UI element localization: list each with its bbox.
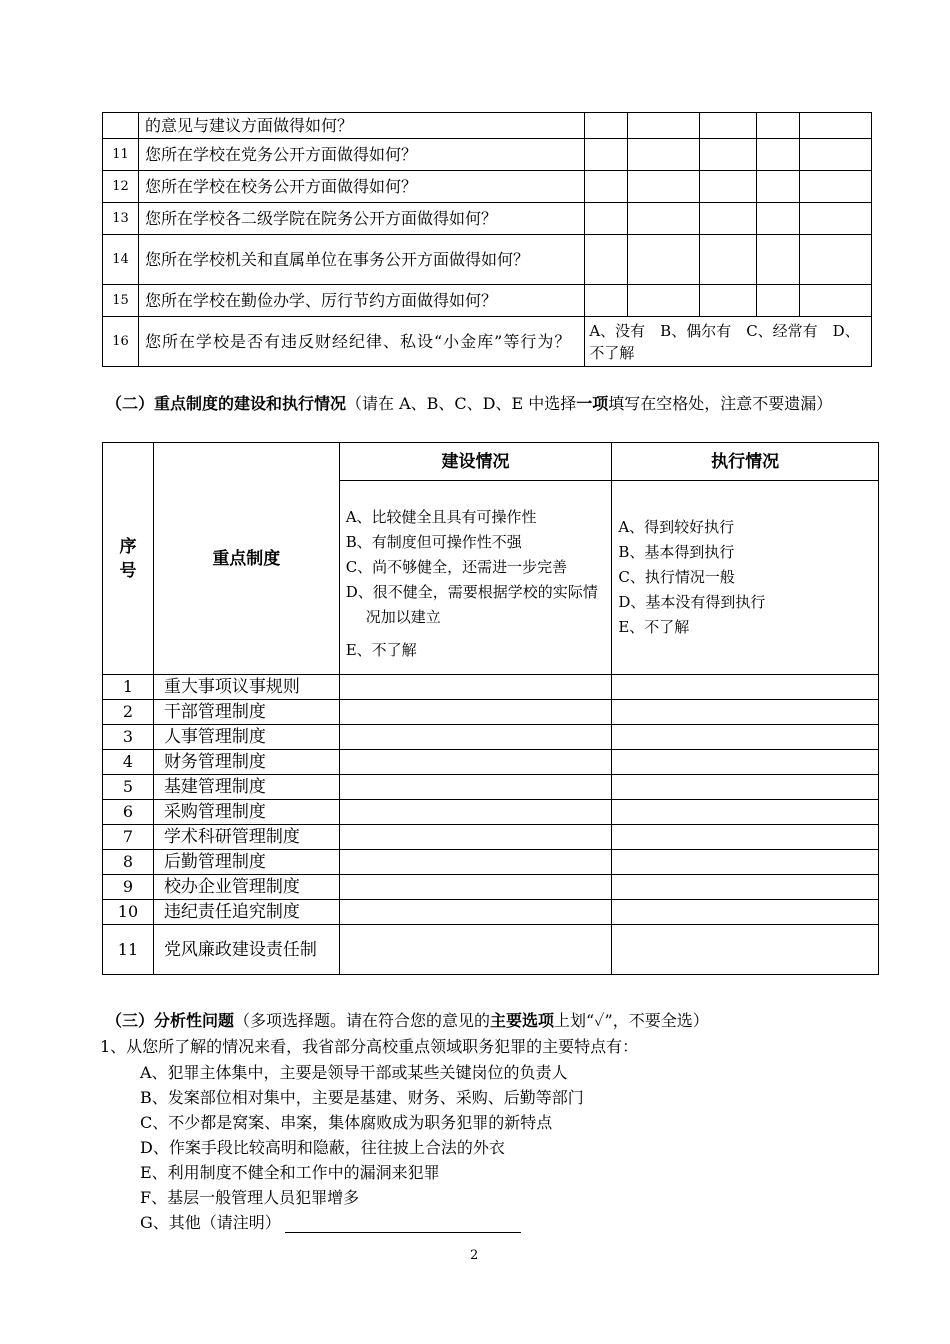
exec-answer-cell[interactable]	[612, 850, 879, 875]
table-row	[103, 285, 872, 317]
question-text: 您所在学校是否有违反财经纪律、私设“小金库”等行为？	[138, 317, 584, 367]
row-number	[103, 113, 139, 139]
q1-option[interactable]	[140, 1185, 359, 1208]
table-row	[103, 675, 879, 700]
system-name: 学术科研管理制度	[153, 825, 339, 850]
question-1: 1、从您所了解的情况来看，我省部分高校重点领域职务犯罪的主要特点有：	[100, 1037, 639, 1056]
row-number: 13	[103, 203, 139, 235]
system-name: 干部管理制度	[153, 700, 339, 725]
q1-option[interactable]	[140, 1085, 584, 1108]
question-text: 的意见与建议方面做得如何？	[138, 113, 584, 139]
answer-cell[interactable]	[585, 139, 628, 171]
build-answer-cell[interactable]	[339, 875, 612, 900]
table-row	[103, 171, 872, 203]
build-answer-cell[interactable]	[339, 925, 612, 975]
system-name: 党风廉政建设责任制	[153, 925, 339, 975]
build-answer-cell[interactable]	[339, 825, 612, 850]
row-number: 3	[103, 725, 154, 750]
answer-cell[interactable]	[585, 171, 628, 203]
answer-cell[interactable]	[757, 235, 800, 285]
exec-answer-cell[interactable]	[612, 725, 879, 750]
exec-option: C、执行情况一般	[618, 568, 735, 586]
exec-answer-cell[interactable]	[612, 925, 879, 975]
section-3-heading: （三）分析性问题	[106, 1011, 235, 1030]
answer-options[interactable]: A、没有 B、偶尔有 C、经常有 D、不了解	[585, 317, 872, 367]
build-answer-cell[interactable]	[339, 725, 612, 750]
table-row	[103, 139, 872, 171]
q1-option[interactable]	[140, 1060, 568, 1083]
exec-option: D、基本没有得到执行	[618, 593, 766, 611]
answer-cell[interactable]	[757, 113, 800, 139]
row-number: 15	[103, 285, 139, 317]
q1-option-label: E、利用制度不健全和工作中的漏洞来犯罪	[140, 1163, 440, 1182]
exec-answer-cell[interactable]	[612, 675, 879, 700]
exec-answer-cell[interactable]	[612, 750, 879, 775]
table-row	[103, 875, 879, 900]
survey-table-1	[102, 112, 872, 367]
table-row	[103, 235, 872, 285]
build-option: D、很不健全，需要根据学校的实际情况加以建立	[345, 583, 598, 626]
section-3-title: （三）分析性问题（多项选择题。请在符合您的意见的主要选项上划“✓”，不要全选）	[106, 1011, 709, 1030]
q1-option-label: B、发案部位相对集中，主要是基建、财务、采购、后勤等部门	[140, 1088, 584, 1107]
row-number: 2	[103, 700, 154, 725]
answer-cell[interactable]	[800, 203, 872, 235]
row-number: 9	[103, 875, 154, 900]
system-name: 重大事项议事规则	[153, 675, 339, 700]
exec-option: A、得到较好执行	[618, 518, 735, 536]
row-number: 1	[103, 675, 154, 700]
build-answer-cell[interactable]	[339, 775, 612, 800]
answer-cell[interactable]	[757, 203, 800, 235]
system-name: 财务管理制度	[153, 750, 339, 775]
col-header-build: 建设情况	[339, 443, 612, 481]
system-name: 人事管理制度	[153, 725, 339, 750]
answer-cell[interactable]	[757, 139, 800, 171]
table-row	[103, 113, 872, 139]
answer-cell[interactable]	[628, 113, 700, 139]
row-number: 10	[103, 900, 154, 925]
exec-answer-cell[interactable]	[612, 800, 879, 825]
table-row	[103, 800, 879, 825]
table-row	[103, 825, 879, 850]
q1-option[interactable]	[140, 1135, 505, 1158]
q1-option-label: F、基层一般管理人员犯罪增多	[140, 1188, 360, 1207]
answer-cell[interactable]	[757, 171, 800, 203]
system-name: 违纪责任追究制度	[153, 900, 339, 925]
row-number: 6	[103, 800, 154, 825]
build-answer-cell[interactable]	[339, 675, 612, 700]
q1-option-label: D、作案手段比较高明和隐蔽，往往披上合法的外衣	[140, 1138, 505, 1157]
row-number: 16	[103, 317, 139, 367]
row-number: 11	[103, 139, 139, 171]
row-number: 8	[103, 850, 154, 875]
build-answer-cell[interactable]	[339, 850, 612, 875]
table-row	[103, 750, 879, 775]
table-row	[103, 900, 879, 925]
other-fill-blank[interactable]	[285, 1214, 521, 1233]
section-2-heading: （二）重点制度的建设和执行情况	[106, 394, 347, 413]
answer-cell[interactable]	[800, 171, 872, 203]
answer-cell[interactable]	[628, 203, 700, 235]
answer-cell[interactable]	[585, 285, 628, 317]
answer-cell[interactable]	[700, 171, 757, 203]
answer-cell[interactable]	[628, 139, 700, 171]
answer-cell[interactable]	[800, 113, 872, 139]
system-name: 校办企业管理制度	[153, 875, 339, 900]
exec-option: B、基本得到执行	[618, 543, 735, 561]
answer-cell[interactable]	[585, 235, 628, 285]
answer-cell[interactable]	[700, 113, 757, 139]
table-row	[103, 203, 872, 235]
answer-cell[interactable]	[628, 171, 700, 203]
answer-cell[interactable]	[628, 235, 700, 285]
section-3	[100, 1008, 906, 1238]
question-text: 您所在学校在党务公开方面做得如何？	[138, 139, 584, 171]
build-answer-cell[interactable]	[339, 700, 612, 725]
question-text: 您所在学校各二级学院在院务公开方面做得如何？	[138, 203, 584, 235]
table-row	[103, 725, 879, 750]
system-name: 基建管理制度	[153, 775, 339, 800]
table-row	[103, 850, 879, 875]
section-2-title: （二）重点制度的建设和执行情况（请在 A、B、C、D、E 中选择一项填写在空格处，注意不要遗漏）	[106, 394, 833, 413]
build-option: B、有制度但可操作性不强	[345, 533, 522, 551]
exec-answer-cell[interactable]	[612, 900, 879, 925]
answer-cell[interactable]	[585, 113, 628, 139]
answer-cell[interactable]	[700, 139, 757, 171]
build-answer-cell[interactable]	[339, 750, 612, 775]
q1-option-label: C、不少都是窝案、串案，集体腐败成为职务犯罪的新特点	[140, 1113, 553, 1132]
row-number: 7	[103, 825, 154, 850]
row-number: 5	[103, 775, 154, 800]
section-2-emphasis: 一项	[576, 394, 609, 413]
exec-answer-cell[interactable]	[612, 700, 879, 725]
col-header-exec: 执行情况	[612, 443, 879, 481]
col-header-number: 序号	[103, 443, 154, 675]
question-text: 您所在学校在勤俭办学、厉行节约方面做得如何？	[138, 285, 584, 317]
table-row	[103, 317, 872, 367]
answer-cell[interactable]	[800, 139, 872, 171]
table-row	[103, 775, 879, 800]
question-text: 您所在学校机关和直属单位在事务公开方面做得如何？	[138, 235, 584, 285]
col-header-system: 重点制度	[153, 443, 339, 675]
build-option: C、尚不够健全，还需进一步完善	[345, 558, 568, 576]
question-text: 您所在学校在校务公开方面做得如何？	[138, 171, 584, 203]
exec-answer-cell[interactable]	[612, 775, 879, 800]
q1-option-label: A、犯罪主体集中，主要是领导干部或某些关键岗位的负责人	[140, 1063, 568, 1082]
system-name: 采购管理制度	[153, 800, 339, 825]
key-systems-table	[102, 442, 879, 975]
section-3-emphasis: 主要选项	[490, 1011, 555, 1030]
build-option: A、比较健全且具有可操作性	[345, 508, 537, 526]
exec-options-cell	[612, 481, 879, 675]
answer-cell[interactable]	[757, 285, 800, 317]
answer-cell[interactable]	[700, 285, 757, 317]
system-name: 后勤管理制度	[153, 850, 339, 875]
row-number: 12	[103, 171, 139, 203]
q1-option-label: G、其他（请注明）	[140, 1213, 281, 1232]
page-number: 2	[470, 1248, 479, 1263]
answer-cell[interactable]	[700, 235, 757, 285]
table-row	[103, 700, 879, 725]
answer-cell[interactable]	[700, 203, 757, 235]
build-options-cell	[339, 481, 612, 675]
row-number: 14	[103, 235, 139, 285]
q1-option[interactable]	[140, 1210, 521, 1233]
build-option: E、不了解	[345, 641, 417, 659]
exec-option: E、不了解	[618, 618, 690, 636]
build-answer-cell[interactable]	[339, 900, 612, 925]
answer-cell[interactable]	[800, 235, 872, 285]
exec-answer-cell[interactable]	[612, 875, 879, 900]
row-number: 11	[103, 925, 154, 975]
exec-answer-cell[interactable]	[612, 825, 879, 850]
answer-cell[interactable]	[628, 285, 700, 317]
answer-cell[interactable]	[800, 285, 872, 317]
row-number: 4	[103, 750, 154, 775]
table-row	[103, 925, 879, 975]
build-answer-cell[interactable]	[339, 800, 612, 825]
q1-option[interactable]	[140, 1110, 552, 1133]
q1-option[interactable]	[140, 1160, 440, 1183]
answer-cell[interactable]	[585, 203, 628, 235]
